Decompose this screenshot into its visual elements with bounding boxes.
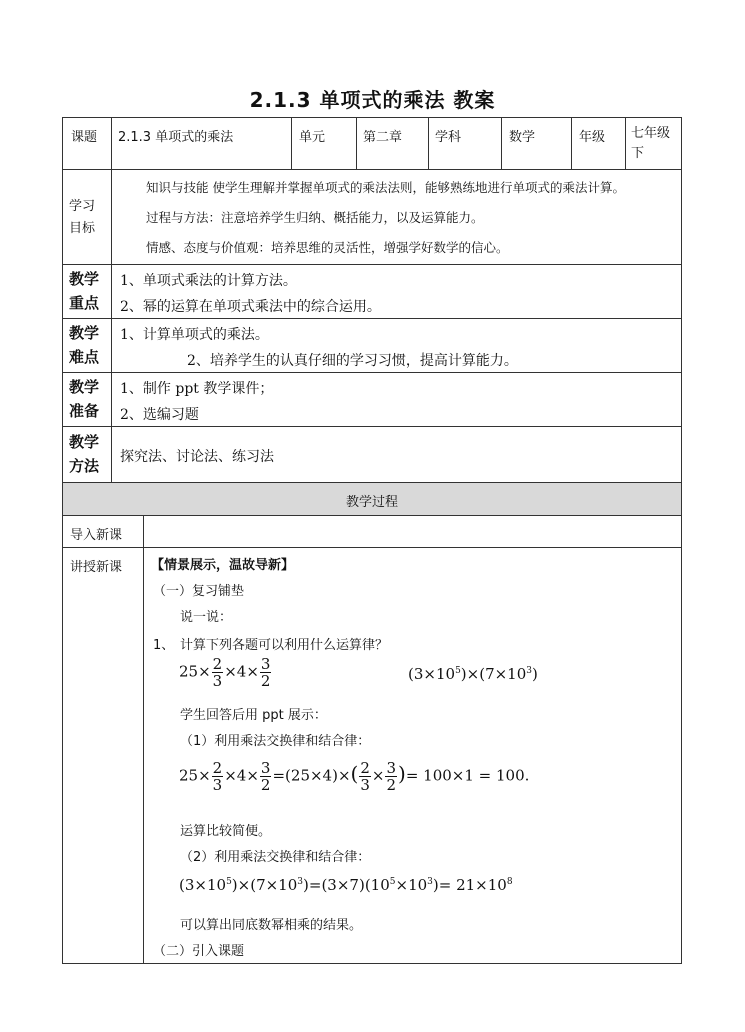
math-term: (3×7)(10 [321,876,390,894]
preparation-label: 教学准备 [69,378,100,420]
key-points-row [62,264,682,319]
math-number: 3 [360,776,370,794]
math-number: 2 [360,759,370,777]
math-op: × [246,662,259,681]
key-point-2: 2、幂的运算在单项式乘法中的综合运用。 [120,299,381,315]
solution-1: 25× $\frac{2}{3}$ ×4× $\frac{3}{2}$ =(25×4)×( $\frac{2}{3}$ × $\frac{3}{2}$ )= 100×1 = 100. [179,759,530,794]
math-exponent: 5 [226,877,232,887]
math-term: ) [303,876,309,894]
can-text: 可以算出同底数幂相乘的结果。 [180,918,363,933]
math-number: 2 [386,776,397,794]
math-number: 4 [236,766,247,785]
objectives-row [62,169,682,265]
math-exponent: 5 [389,877,396,887]
math-op: × [371,766,385,785]
simple-text: 运算比较简便。 [180,824,272,839]
preparation-2: 2、选编习题 [120,407,199,423]
question-text: 计算下列各题可以利用什么运算律？ [180,638,389,653]
math-exponent: 3 [427,877,433,887]
math-number: 4 [236,662,247,681]
subject-label: 学科 [435,130,462,145]
intro-label: 导入新课 [70,528,123,543]
header-row [62,117,682,170]
math-number: 3 [212,672,223,690]
math-op: × [224,662,237,681]
math-term: )×(7×10 [460,665,527,683]
math-op: × [224,766,237,785]
math-number: 2 [212,759,223,777]
math-number: 2 [212,655,223,673]
math-exponent: 8 [506,877,513,887]
objective-attitude: 情感、态度与价值观：培养思维的灵活性，增强学好数学的信心。 [146,240,509,255]
intro-row [62,515,682,548]
math-term: ) [532,665,538,683]
objective-process: 过程与方法：注意培养学生归纳、概括能力，以及运算能力。 [146,210,484,225]
preparation-row [62,372,682,427]
math-exponent: 3 [297,877,304,887]
math-result: = 100×1 = 100. [405,766,530,785]
key-point-1: 1、单项式乘法的计算方法。 [120,273,297,289]
say-text: 说一说： [180,610,233,625]
math-exponent: 5 [455,666,461,676]
math-op: × [246,766,259,785]
question-number: 1、 [153,638,175,653]
objective-knowledge: 知识与技能 使学生理解并掌握单项式的乘法法则，能够熟练地进行单项式的乘法计算。 [146,180,625,195]
expression-1 [179,656,272,689]
math-number: 3 [260,759,271,777]
math-op: × [198,766,211,785]
math-result: = 21×10 [438,876,507,894]
subject-value: 数学 [509,130,536,145]
math-exponent: 3 [526,666,533,676]
unit-label: 单元 [299,130,326,145]
math-number: 2 [260,672,271,690]
methods-value: 探究法、讨论法、练习法 [120,449,274,465]
math-term: (25×4)× [285,766,351,785]
unit-value: 第二章 [363,130,403,145]
difficulties-label: 教学难点 [69,324,100,366]
key-points-label: 教学重点 [69,270,100,312]
math-number: 2 [260,776,271,794]
math-term: (3×10 [408,665,456,683]
topic-label: 课题 [71,130,98,145]
math-term: ) [432,876,439,894]
grade-label: 年级 [579,130,606,145]
grade-value: 七年级下 [631,126,671,161]
math-number: 3 [386,759,397,777]
difficulty-2: 2、培养学生的认真仔细的学习习惯，提高计算能力。 [187,353,518,369]
difficulties-row [62,318,682,373]
math-op: = [272,766,286,785]
step-2: （2）利用乘法交换律和结合律： [180,850,371,865]
objectives-label: 学习目标 [69,199,96,236]
expression-2 [408,665,538,683]
topic-value: 2.1.3 单项式的乘法 [118,130,234,145]
process-header-text: 教学过程 [345,495,398,510]
math-op: × [198,662,211,681]
math-number: 25 [179,766,199,785]
teach-row [62,547,682,964]
student-text: 学生回答后用 ppt 展示： [180,708,327,723]
methods-label: 教学方法 [69,433,100,475]
math-term: )×(7×10 [231,876,298,894]
math-number: 25 [179,662,199,681]
process-header [62,482,682,516]
step-1: （1）利用乘法交换律和结合律： [180,734,371,749]
math-term: ×10 [395,876,428,894]
teach-label: 讲授新课 [70,560,123,575]
math-op: = [308,876,322,894]
math-term: (3×10 [179,876,227,894]
intro2-heading: （二）引入课题 [153,944,245,959]
math-number: 3 [260,655,271,673]
solution-2 [179,876,513,894]
methods-row [62,426,682,483]
difficulty-1: 1、计算单项式的乘法。 [120,327,269,343]
review-heading: （一）复习铺垫 [153,584,245,599]
preparation-1: 1、制作 ppt 教学课件； [120,381,274,397]
document-title: 2.1.3 单项式的乘法 教案 [249,88,496,112]
section-heading: 【情景展示，温故导新】 [151,558,295,573]
math-number: 3 [212,776,223,794]
